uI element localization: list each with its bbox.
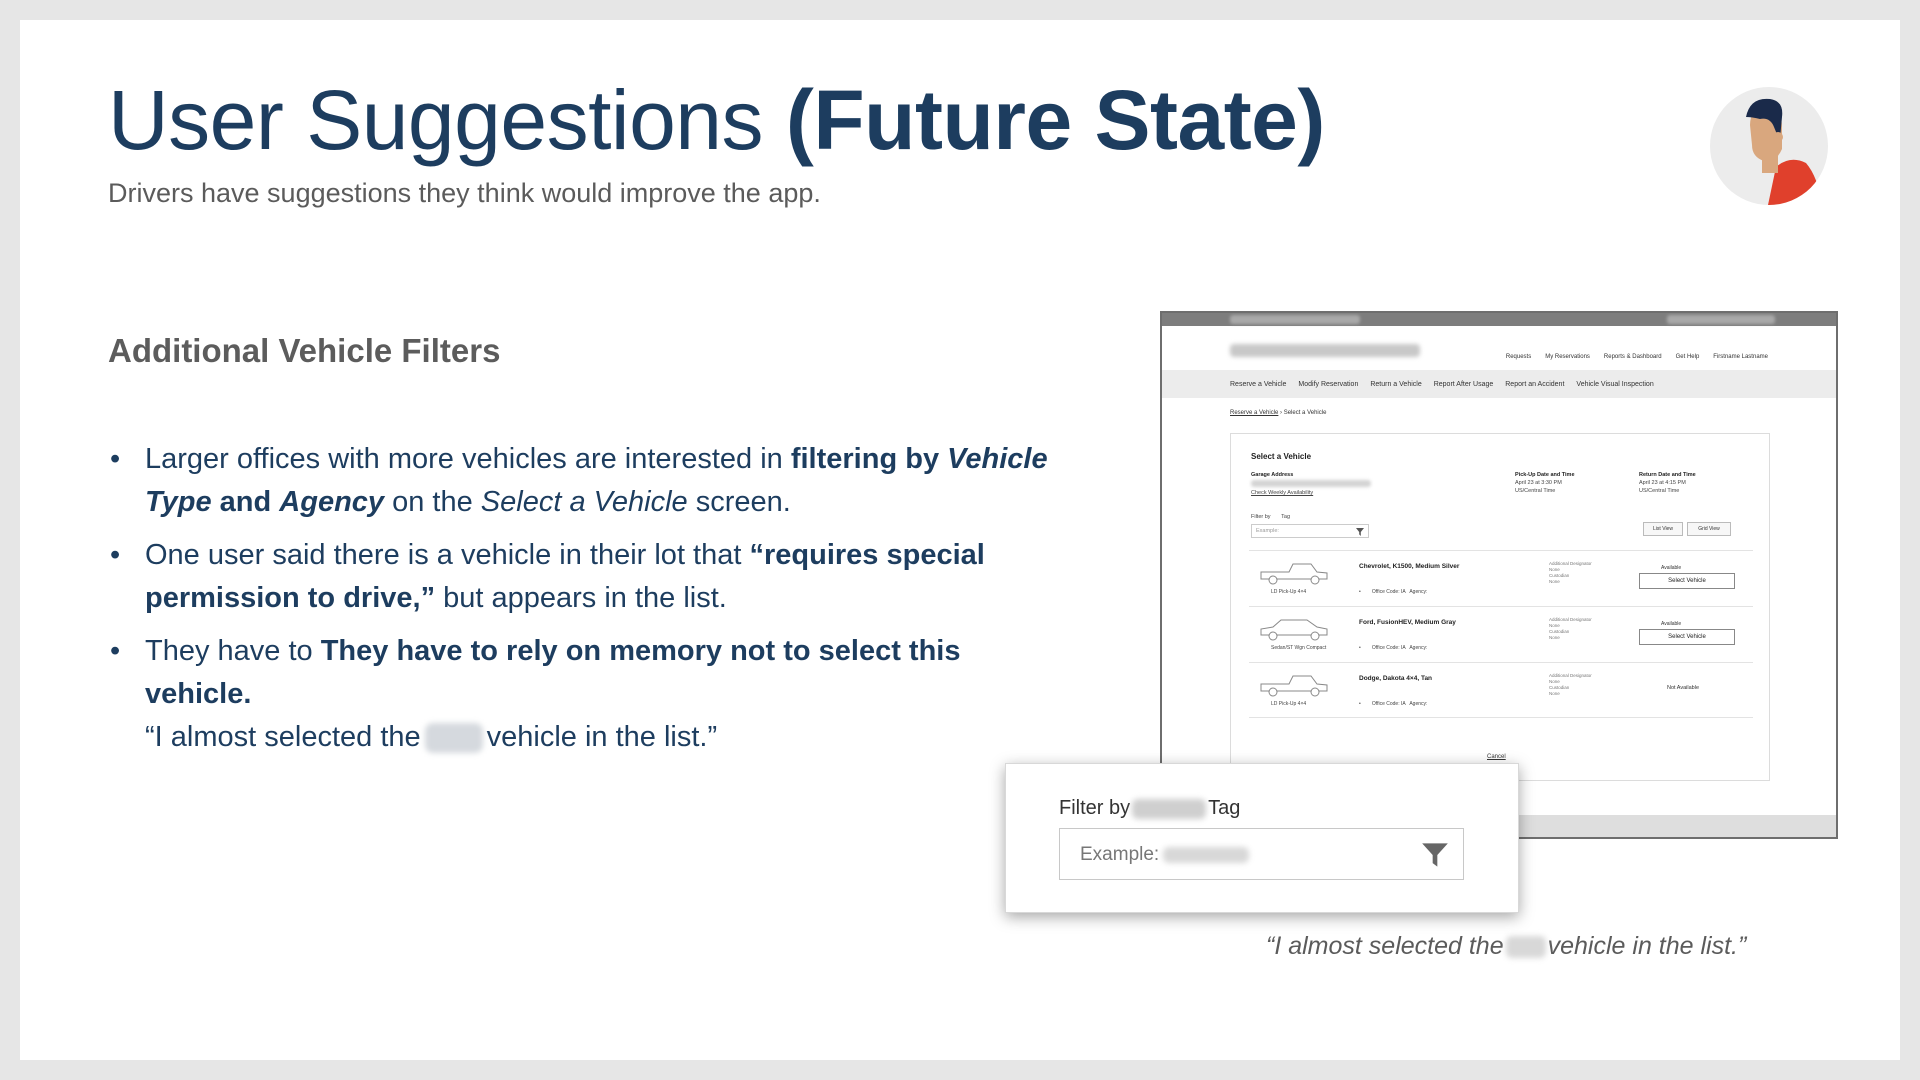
nav-return[interactable]: Return a Vehicle [1370, 380, 1422, 388]
mini-filter-placeholder: Example: [1256, 528, 1279, 534]
pickup-value: April 23 at 3:30 PM [1515, 480, 1562, 486]
top-link-reservations[interactable]: My Reservations [1545, 354, 1590, 360]
pickup-tz: US/Central Time [1515, 488, 1556, 494]
breadcrumb-separator: › [1280, 410, 1283, 416]
filter-placeholder: Example: [1080, 844, 1249, 866]
vehicle-designator: Additional Designator None Custodian None [1549, 673, 1592, 696]
caption-pre: “I almost selected the [1266, 932, 1504, 960]
app-header [1162, 326, 1836, 370]
vehicle-agency: Agency: [1409, 645, 1428, 651]
bullet-text: Larger offices with more vehicles are interested in [145, 443, 791, 475]
avatar [1710, 87, 1828, 205]
slide [20, 20, 1900, 1060]
vehicle-class: LD Pick-Up 4×4 [1271, 701, 1307, 707]
nav-report-accident[interactable]: Report an Accident [1505, 380, 1565, 388]
pin-icon: • [1359, 589, 1361, 595]
list-view-label: List View [1653, 526, 1673, 532]
top-link-help[interactable]: Get Help [1675, 354, 1700, 360]
redacted-word [1132, 799, 1206, 819]
pickup-label: Pick-Up Date and Time [1515, 472, 1575, 478]
vehicle-class: Sedan/ST Wgn Compact [1271, 645, 1327, 651]
app-nav [1162, 370, 1836, 398]
funnel-icon[interactable] [1421, 841, 1449, 869]
top-link-user[interactable]: Firstname Lastname [1713, 354, 1768, 360]
browser-bar [1162, 313, 1836, 326]
breadcrumb [1230, 410, 1836, 416]
filter-input[interactable] [1059, 828, 1464, 880]
vehicle-designator: Additional Designator None Custodian None [1549, 561, 1592, 584]
bullet-text: screen. [687, 486, 791, 518]
bullet-item: • They have to They have to rely on memory not to select this vehicle. “I almost selected the vehicle in the list.” [108, 630, 1048, 759]
app-logo [1230, 344, 1420, 357]
quote-pre: “I almost selected the [145, 721, 421, 753]
bullet-bold: “requires special permission to drive,” [145, 539, 985, 614]
vehicle-meta [1359, 701, 1427, 707]
return-tz: US/Central Time [1639, 488, 1680, 494]
quote-post: vehicle in the list.” [486, 721, 718, 753]
select-vehicle-button[interactable]: Select Vehicle [1639, 573, 1735, 589]
bullet-bold: filtering by [790, 443, 948, 475]
funnel-icon [1356, 528, 1364, 536]
vehicle-meta [1359, 589, 1427, 595]
breadcrumb-current: Select a Vehicle [1283, 410, 1327, 416]
redacted-word [1163, 847, 1249, 863]
vehicle-designator: Additional Designator None Custodian None [1549, 617, 1592, 640]
select-vehicle-button[interactable]: Select Vehicle [1639, 629, 1735, 645]
return-value: April 23 at 4:15 PM [1639, 480, 1686, 486]
title-regular: User Suggestions [108, 73, 764, 167]
bullet-bold-italic: Agency [279, 486, 385, 518]
bullet-bold-italic: Vehicle Type [145, 443, 1048, 518]
vehicle-name: Dodge, Dakota 4×4, Tan [1359, 675, 1433, 682]
vehicle-office: Office Code: IA [1371, 701, 1406, 707]
garage-label: Garage Address [1251, 472, 1294, 478]
bullet-item [108, 438, 1048, 524]
vehicle-status: Available [1661, 565, 1682, 571]
vehicle-row [1249, 550, 1753, 606]
card-title: Select a Vehicle [1251, 452, 1312, 461]
nav-reserve[interactable]: Reserve a Vehicle [1230, 380, 1287, 388]
bullet-text: but appears in the list. [435, 582, 727, 614]
slide-title [108, 72, 1325, 169]
slide-subtitle: Drivers have suggestions they think would improve the app. [108, 178, 821, 208]
vehicle-agency: Agency: [1409, 589, 1428, 595]
bullet-list [108, 438, 1048, 769]
bullet-bold: and [211, 486, 280, 518]
caption-post: vehicle in the list.” [1547, 932, 1747, 960]
bullet-text: One user said there is a vehicle in their lot that [145, 539, 750, 571]
vehicle-class: LD Pick-Up 4×4 [1271, 589, 1307, 595]
mini-filter-tag: Tag [1281, 514, 1291, 520]
car-icon [1259, 673, 1329, 697]
title-bold: (Future State) [785, 73, 1325, 167]
top-link-reports[interactable]: Reports & Dashboard [1603, 354, 1662, 360]
vehicle-office: Office Code: IA [1371, 645, 1406, 651]
bullet-item [108, 534, 1048, 620]
redacted-block [1230, 315, 1360, 324]
filter-label-post: Tag [1208, 797, 1241, 819]
redacted-block [1667, 315, 1775, 324]
app-screenshot [1160, 311, 1838, 839]
nav-inspection[interactable]: Vehicle Visual Inspection [1576, 380, 1654, 388]
cancel-link[interactable]: Cancel [1487, 754, 1506, 760]
nav-modify[interactable]: Modify Reservation [1298, 380, 1359, 388]
vehicle-name: Chevrolet, K1500, Medium Silver [1359, 563, 1460, 570]
car-icon [1259, 561, 1329, 585]
bullet-italic: Select a Vehicle [480, 486, 688, 518]
mini-filter-input[interactable] [1251, 524, 1369, 538]
vehicle-agency: Agency: [1409, 701, 1428, 707]
bullet-bold: They have to rely on memory not to select this vehicle. [145, 635, 961, 710]
pin-icon: • [1359, 645, 1361, 651]
vehicle-meta [1359, 645, 1427, 651]
grid-view-label: Grid View [1698, 526, 1720, 532]
redacted-word [425, 723, 483, 753]
redacted-word [1506, 936, 1546, 958]
bullet-text: on the [384, 486, 481, 518]
grid-view-button[interactable] [1687, 522, 1731, 536]
redacted-address [1251, 480, 1371, 487]
list-view-button[interactable] [1643, 522, 1683, 536]
filter-label-pre: Filter by [1059, 797, 1131, 819]
car-icon [1259, 617, 1329, 641]
select-vehicle-card [1230, 433, 1770, 781]
filter-label [1059, 797, 1240, 820]
vehicle-office: Office Code: IA [1371, 589, 1406, 595]
nav-report-usage[interactable]: Report After Usage [1433, 380, 1494, 388]
top-links [1506, 354, 1768, 360]
vehicle-status: Available [1661, 621, 1682, 627]
vehicle-name: Ford, FusionHEV, Medium Gray [1359, 619, 1456, 626]
mini-filter-label: Filter by [1251, 514, 1271, 520]
vehicle-row [1249, 606, 1753, 662]
quote-caption [1266, 932, 1746, 961]
pin-icon: • [1359, 701, 1361, 707]
check-availability-link[interactable]: Check Weekly Availability [1251, 490, 1314, 496]
vehicle-status: Not Available [1667, 685, 1700, 691]
breadcrumb-link[interactable]: Reserve a Vehicle [1230, 410, 1279, 416]
avatar-illustration [1710, 87, 1828, 205]
filter-callout [1005, 763, 1519, 913]
vehicle-row [1249, 662, 1753, 718]
section-heading: Additional Vehicle Filters [108, 332, 501, 369]
top-link-requests[interactable]: Requests [1505, 354, 1532, 360]
return-label: Return Date and Time [1639, 472, 1696, 478]
